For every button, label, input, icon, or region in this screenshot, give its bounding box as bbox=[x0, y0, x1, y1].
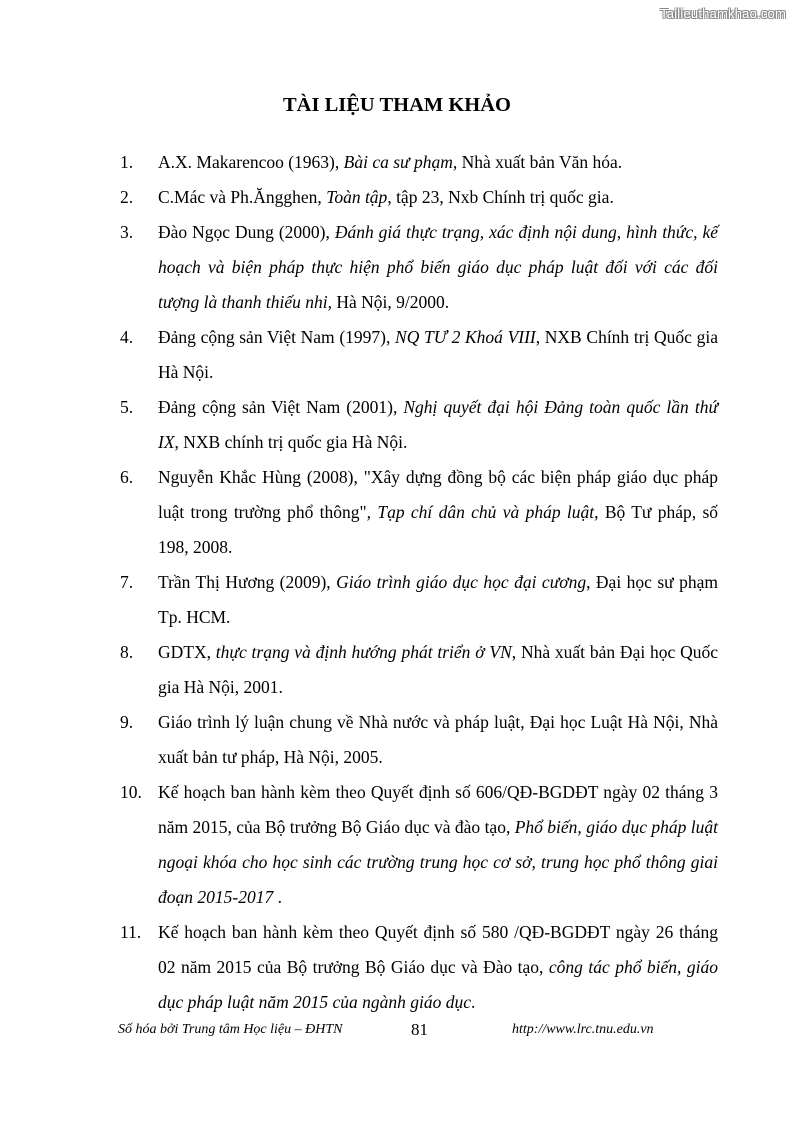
reference-text: Đảng cộng sản Việt Nam (2001), Nghị quyết đại hội Đảng toàn quốc lần thứ IX, NXB chính trị quốc gia Hà Nội. bbox=[158, 397, 718, 452]
reference-item bbox=[120, 460, 718, 565]
reference-number: 4. bbox=[120, 327, 134, 347]
reference-item bbox=[120, 180, 718, 215]
page-number: 81 bbox=[411, 1020, 428, 1039]
reference-text: A.X. Makarencoo (1963), Bài ca sư phạm, Nhà xuất bản Văn hóa. bbox=[158, 152, 623, 172]
reference-text: C.Mác và Ph.Ăngghen, Toàn tập, tập 23, Nxb Chính trị quốc gia. bbox=[158, 187, 614, 207]
reference-text: Giáo trình lý luận chung về Nhà nước và pháp luật, Đại học Luật Hà Nội, Nhà xuất bản tư pháp, Hà Nội, 2005. bbox=[158, 712, 718, 767]
reference-item bbox=[120, 320, 718, 390]
reference-number: 7. bbox=[120, 572, 134, 592]
reference-item bbox=[120, 565, 718, 635]
reference-item bbox=[120, 145, 718, 180]
reference-item bbox=[120, 915, 718, 1020]
reference-number: 3. bbox=[120, 222, 134, 242]
footer-source: Số hóa bởi Trung tâm Học liệu – ĐHTN bbox=[118, 1022, 343, 1037]
reference-text: Đảng cộng sản Việt Nam (1997), NQ TƯ 2 Khoá VIII, NXB Chính trị Quốc gia Hà Nội. bbox=[158, 327, 718, 382]
reference-number: 8. bbox=[120, 642, 134, 662]
reference-list bbox=[120, 145, 718, 1020]
reference-item bbox=[120, 635, 718, 705]
reference-item bbox=[120, 215, 718, 320]
reference-number: 11. bbox=[120, 922, 142, 942]
watermark: Tailieuthamkhao.com bbox=[660, 6, 786, 21]
reference-text: Nguyễn Khắc Hùng (2008), "Xây dựng đồng bộ các biện pháp giáo dục pháp luật trong trường phổ thông", Tạp chí dân chủ và pháp luật, Bộ Tư pháp, số 198, 2008. bbox=[158, 467, 719, 557]
reference-number: 10. bbox=[120, 782, 142, 802]
reference-item bbox=[120, 390, 718, 460]
reference-number: 2. bbox=[120, 187, 134, 207]
page-footer bbox=[118, 1022, 698, 1044]
reference-item bbox=[120, 775, 718, 915]
page-title: TÀI LIỆU THAM KHẢO bbox=[282, 94, 511, 116]
reference-text: GDTX, thực trạng và định hướng phát triển ở VN, Nhà xuất bản Đại học Quốc gia Hà Nội, 2001. bbox=[158, 642, 718, 697]
reference-item bbox=[120, 705, 718, 775]
reference-number: 6. bbox=[120, 467, 134, 487]
reference-number: 5. bbox=[120, 397, 134, 417]
footer-url: http://www.lrc.tnu.edu.vn bbox=[512, 1022, 654, 1037]
reference-number: 1. bbox=[120, 152, 134, 172]
reference-text: Trần Thị Hương (2009), Giáo trình giáo dục học đại cương, Đại học sư phạm Tp. HCM. bbox=[158, 572, 718, 627]
reference-number: 9. bbox=[120, 712, 134, 732]
reference-text: Kế hoạch ban hành kèm theo Quyết định số 580 /QĐ-BGDĐT ngày 26 tháng 02 năm 2015 của Bộ trưởng Bộ Giáo dục và Đào tạo, công tác phổ biến, giáo dục pháp luật năm 2015 của ngành giáo dục. bbox=[158, 922, 719, 1012]
reference-text: Kế hoạch ban hành kèm theo Quyết định số 606/QĐ-BGDĐT ngày 02 tháng 3 năm 2015, của Bộ trưởng Bộ Giáo dục và đào tạo, Phổ biến, giáo dục pháp luật ngoại khóa cho học sinh các trường trung học cơ sở, trung học phổ thông giai đoạn 2015-2017 . bbox=[158, 782, 718, 907]
reference-text: Đào Ngọc Dung (2000), Đánh giá thực trạng, xác định nội dung, hình thức, kế hoạch và biện pháp thực hiện phổ biến giáo dục pháp luật đối với các đối tượng là thanh thiếu nhi, Hà Nội, 9/2000. bbox=[158, 222, 718, 312]
